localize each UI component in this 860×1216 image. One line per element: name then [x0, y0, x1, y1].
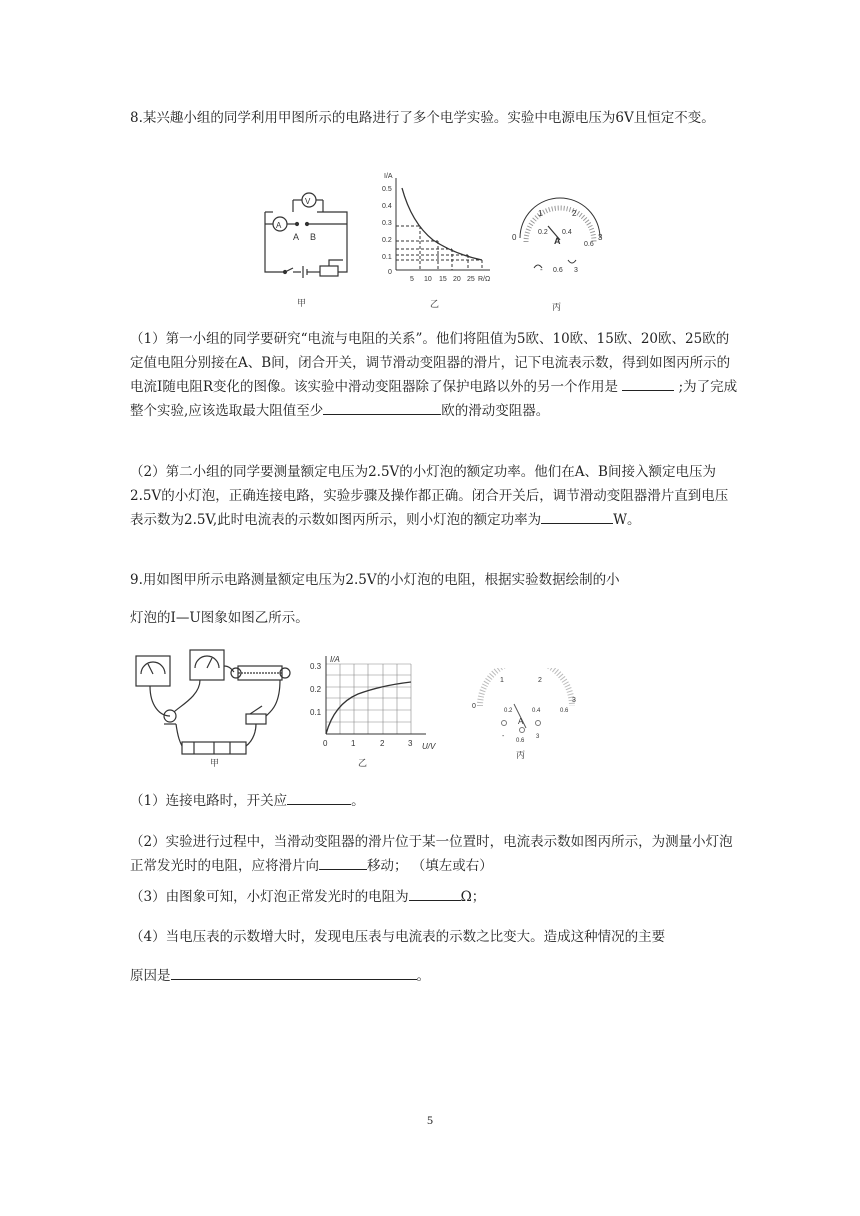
q8-blank-3[interactable]	[541, 509, 613, 524]
q9-ytick: 0.1	[310, 708, 322, 717]
q9-blank-2[interactable]	[319, 855, 367, 870]
q9-terminal-06: 0.6	[516, 738, 525, 744]
q9-part3: （3）由图象可知，小灯泡正常发光时的电阻为 Ω；	[130, 885, 740, 909]
q9-blank-4[interactable]	[171, 965, 417, 980]
q8-graph-xlabel: R/Ω	[478, 276, 491, 283]
q8-terminal-3: 3	[574, 267, 578, 274]
q8-dial-outer-3: 3	[598, 233, 603, 242]
q9-graph-ylabel: I/A	[330, 655, 340, 664]
q9-graph-figure	[308, 652, 452, 770]
q8-dial-outer-0: 0	[512, 233, 517, 242]
q9-apparatus-figure	[130, 646, 302, 772]
q9-stem-line2: 灯泡的I—U图象如图乙所示。	[130, 610, 309, 626]
q9-terminal-3: 3	[536, 734, 540, 740]
q8-xtick: 20	[453, 276, 461, 283]
q9-dial-outer-0: 0	[472, 703, 476, 710]
q9-part2: （2）实验进行过程中，当滑动变阻器的滑片位于某一位置时，电流表示数如图丙所示，为测量小灯泡正常发光时的电阻，应将滑片向 移动； （填左或右）	[130, 834, 733, 874]
q8-ytick: 0.2	[382, 237, 392, 244]
q9-xtick: 2	[380, 739, 385, 748]
q8-xtick: 25	[467, 276, 475, 283]
q8-dial-outer-1: 1	[538, 209, 543, 218]
q8-dial-center: A	[554, 236, 561, 246]
q9-part1: （1）连接电路时，开关应 。	[130, 789, 740, 813]
q9-dial-inner-1: 0.2	[504, 708, 513, 714]
q8-fig-c-caption: 丙	[552, 302, 562, 312]
q8-graph-figure	[378, 170, 498, 316]
q9-blank-1[interactable]	[287, 790, 351, 805]
q8-xtick: 10	[424, 276, 432, 283]
q8-xtick: 15	[439, 276, 447, 283]
q8-graph-ylabel: I/A	[384, 173, 393, 180]
q9-dial-outer-1: 1	[500, 677, 504, 684]
q9-dial-center: A	[518, 717, 524, 726]
ammeter-symbol-label: A	[276, 221, 282, 230]
point-b-label: B	[310, 232, 317, 242]
q8-fig-a-caption: 甲	[297, 298, 307, 308]
q9-dial-inner-2: 0.4	[532, 708, 541, 714]
q9-ytick: 0.2	[310, 685, 322, 694]
q8-xtick: 5	[410, 276, 414, 283]
q8-circuit-figure	[255, 182, 365, 312]
q9-dial-inner-3: 0.6	[560, 708, 569, 714]
q8-blank-2[interactable]	[323, 400, 441, 415]
q9-dial-outer-2: 2	[538, 677, 542, 684]
q8-ytick: 0.3	[382, 220, 392, 227]
point-a-label: A	[293, 232, 300, 242]
q8-ytick: 0.1	[382, 254, 392, 261]
q9-part4: （4）当电压表的示数增大时，发现电压表与电流表的示数之比变大。造成这种情况的主要	[130, 929, 666, 945]
q8-stem: 8.某兴趣小组的同学利用甲图所示的电路进行了多个电学实验。实验中电源电压为6V且恒定不变。	[130, 110, 715, 126]
q9-fig-b-caption: 乙	[358, 758, 368, 768]
voltmeter-symbol-label: V	[305, 197, 311, 206]
q8-terminal-06: 0.6	[553, 267, 563, 274]
q8-dial-outer-2: 2	[572, 209, 577, 218]
q9-blank-3[interactable]	[409, 886, 461, 901]
q9-ytick: 0.3	[310, 662, 322, 671]
q9-dial-outer-3: 3	[572, 697, 576, 704]
q9-stem-line1: 9.用如图甲所示电路测量额定电压为2.5V的小灯泡的电阻，根据实验数据绘制的小	[130, 572, 620, 588]
q8-part1: （1）第一小组的同学要研究“电流与电阻的关系”。他们将阻值为5欧、10欧、15欧、20欧、25欧的定值电阻分别接在A、B间，闭合开关，调节滑动变阻器的滑片，记下电流表示数，得到如图丙所示的电流I随电阻R变化的图像。该实验中滑动变阻器除了保护电路以外的另一个作用是 ;为了完成整个实验,应该选取最大阻值至少 欧的滑动变阻器。	[130, 331, 738, 419]
q9-fig-c-caption: 丙	[516, 750, 526, 760]
q8-fig-b-caption: 乙	[430, 299, 440, 309]
q8-dial-inner-2: 0.4	[562, 229, 572, 236]
q8-dial-inner-1: 0.2	[538, 229, 548, 236]
q8-part2: （2）第二小组的同学要测量额定电压为2.5V的小灯泡的额定功率。他们在A、B间接入额定电压为 2.5V的小灯泡，正确连接电路，实验步骤及操作都正确。闭合开关后，调节滑动变阻器滑片直到电压 表示数为2.5V,此时电流表的示数如图丙所示，则小灯泡的额定功率为 W。	[130, 464, 729, 528]
q9-fig-a-caption: 甲	[210, 758, 220, 768]
q8-ammeter-figure	[508, 196, 608, 314]
q8-ytick: 0.5	[382, 186, 392, 193]
q8-ytick: 0.4	[382, 203, 392, 210]
q9-part4-line2: 原因是 。	[130, 964, 740, 988]
q8-dial-inner-3: 0.6	[584, 241, 594, 248]
q9-xtick: 0	[323, 739, 328, 748]
q8-terminal-neg: -	[540, 265, 543, 274]
page-number: 5	[427, 1113, 433, 1127]
q9-xtick: 3	[408, 739, 413, 748]
q8-ytick: 0	[388, 269, 392, 276]
q9-xtick: 1	[351, 739, 356, 748]
q9-ammeter-figure	[466, 668, 584, 764]
q9-graph-xlabel: U/V	[422, 742, 436, 751]
q9-terminal-neg: -	[502, 733, 505, 740]
q8-blank-1[interactable]	[622, 376, 674, 391]
